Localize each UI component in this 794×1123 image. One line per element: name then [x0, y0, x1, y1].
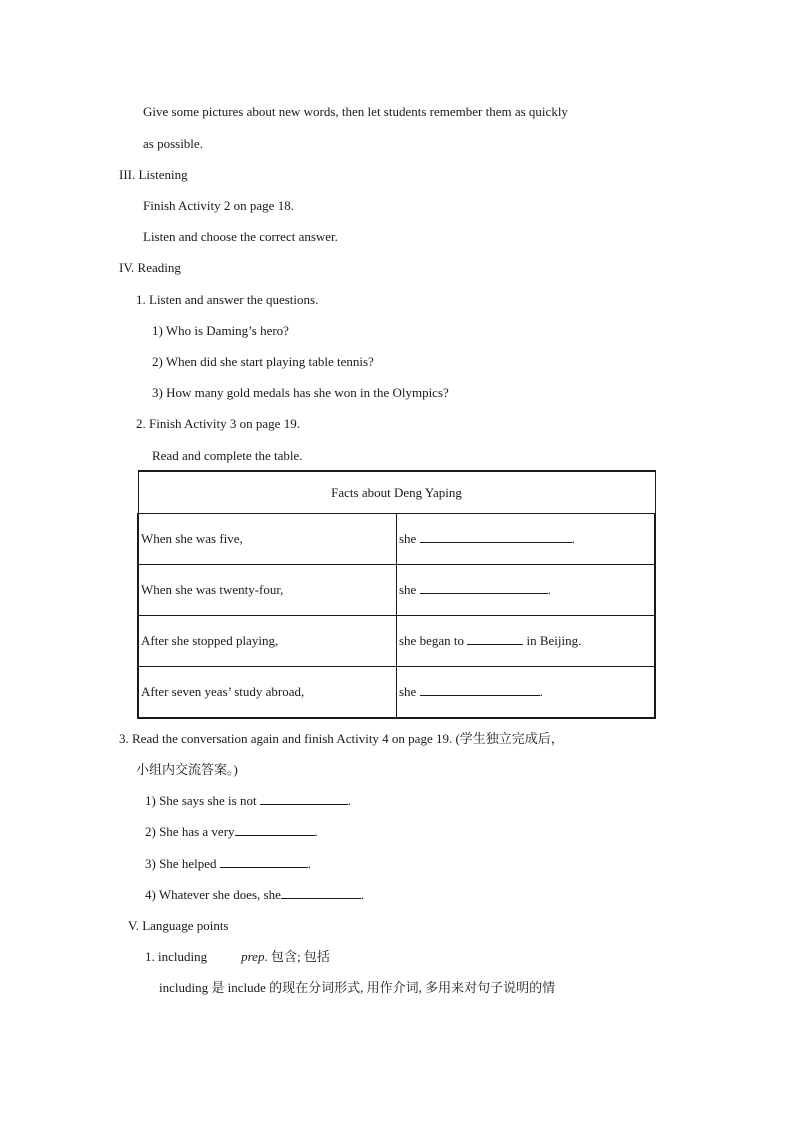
reading-item-3-line-1: 3. Read the conversation again and finish Activity 4 on page 19. (学生独立完成后， [119, 731, 564, 746]
language-item-1-line-2: including 是 include 的现在分词形式, 用作介词, 多用来对句子说明的情 [159, 980, 556, 995]
reading-question-3: 3) How many gold medals has she won in the Olympics? [152, 385, 449, 400]
language-heading: V. Language points [128, 918, 229, 933]
answer-blank[interactable] [235, 824, 315, 836]
answer-blank[interactable] [281, 887, 361, 899]
activity-4-item-1: 1) She says she is not . [145, 793, 352, 808]
language-word: 1. including [145, 949, 208, 964]
reading-item-3-line-2: 小组内交流答案。) [136, 762, 238, 777]
answer-blank[interactable] [420, 531, 572, 543]
table-cell-right: she . [397, 514, 656, 565]
answer-blank[interactable] [420, 684, 540, 696]
answer-blank[interactable] [260, 793, 348, 805]
word-meaning: . 包含; 包括 [264, 949, 330, 964]
reading-item-2-sub: Read and complete the table. [152, 448, 303, 463]
table-row [138, 616, 655, 667]
table-cell-left: When she was twenty-four, [138, 565, 397, 616]
table-cell-left: When she was five, [138, 514, 397, 565]
table-row [138, 667, 655, 719]
reading-question-1: 1) Who is Daming’s hero? [152, 323, 289, 338]
table-cell-left: After seven yeas’ study abroad, [138, 667, 397, 719]
part-of-speech: prep [241, 949, 265, 964]
facts-table [137, 470, 656, 719]
table-row [138, 565, 655, 616]
answer-blank[interactable] [220, 856, 308, 868]
table-cell-right: she . [397, 667, 656, 719]
answer-blank[interactable] [420, 582, 548, 594]
table-row [138, 514, 655, 565]
activity-4-item-3: 3) She helped . [145, 856, 311, 871]
listening-heading: III. Listening [119, 167, 188, 182]
intro-line-1: Give some pictures about new words, then let students remember them as quickly [143, 104, 568, 119]
reading-question-2: 2) When did she start playing table tennis? [152, 354, 374, 369]
reading-item-2: 2. Finish Activity 3 on page 19. [136, 416, 300, 431]
facts-table-title: Facts about Deng Yaping [138, 471, 655, 514]
activity-4-item-4: 4) Whatever she does, she . [145, 887, 365, 902]
activity-4-item-2: 2) She has a very . [145, 824, 318, 839]
table-cell-left: After she stopped playing, [138, 616, 397, 667]
answer-blank[interactable] [467, 633, 523, 645]
reading-item-1: 1. Listen and answer the questions. [136, 292, 319, 307]
intro-line-2: as possible. [143, 136, 203, 151]
listening-line-2: Listen and choose the correct answer. [143, 229, 338, 244]
table-cell-right: she began to in Beijing. [397, 616, 656, 667]
listening-line-1: Finish Activity 2 on page 18. [143, 198, 294, 213]
reading-heading: IV. Reading [119, 260, 181, 275]
facts-table-header [138, 471, 655, 514]
language-item-1 [145, 949, 330, 965]
table-cell-right: she . [397, 565, 656, 616]
